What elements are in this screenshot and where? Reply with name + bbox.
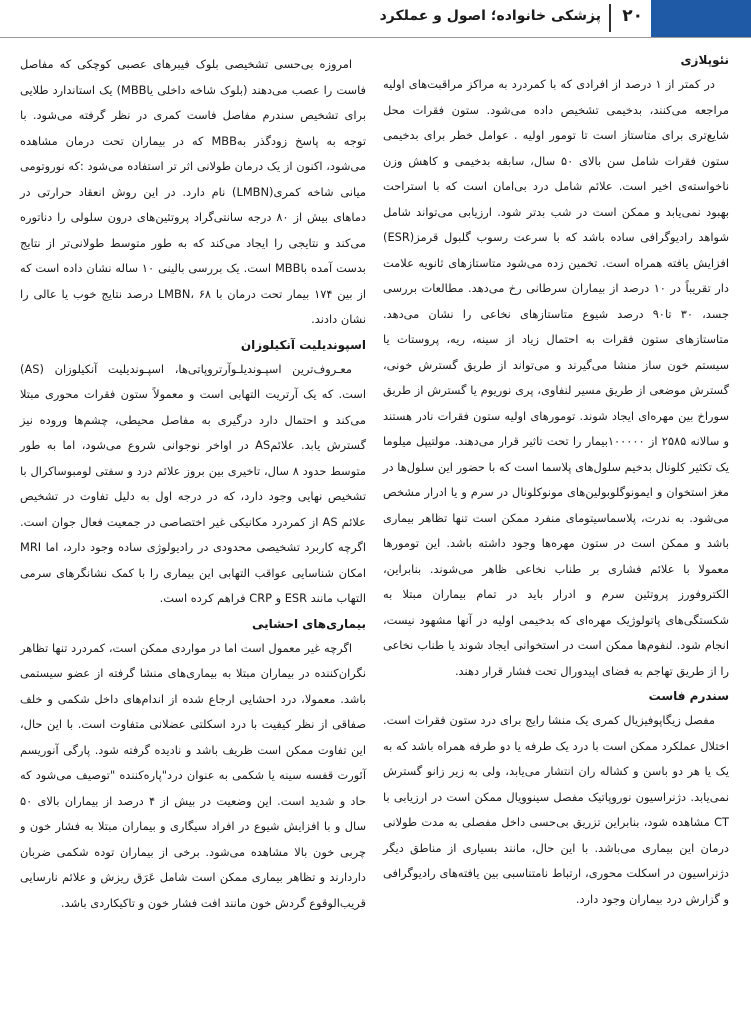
paragraph-facet: مفصل زیگاپوفیزیال کمری یک منشا رایج برای درد ستون فقرات است. اختلال عملکرد ممکن است با درد یک طرفه یا دو طرفه همراه باشد که به یک یا هر دو باسن و کشاله ران انتشار می‌یابد، ولی به زیر زانو گسترش نمی‌یابد. دژنراسیون نوروپاتیک مفصل سینوویال ممکن است در ارزیابی با CT مشاهده شود، بنابراین تزریق بی‌حسی داخل مفصلی به مدت طولانی درمان این بیماری می‌باشد. با این حال، مانند بسیاری از مناطق دیگر دژنراسیون در اسکلت محوری، ارتباط نامتناسبی بین یافته‌های رادیوگرافی و گزارش درد بیماران وجود دارد. (383, 713, 729, 906)
paragraph-mbb: امروزه بی‌حسی تشخیصی بلوک فیبرهای عصبی کوچکی که مفاصل فاست را عصب می‌دهند (بلوک شاخه داخلی یاMBB) یک استاندارد طلایی برای تشخیص سندرم مفاصل فاست کمری در نظر گرفته می‌شود. با توجه به پاسخ زودگذر بهMBB که در بیماران تحت درمان مشاهده می‌شود، اکنون از یک درمان طولانی اثر تر استفاده می‌شود :که نوروتومی میانی شاخه کمری(LMBN) نام دارد. در این روش انعقاد حرارتی در دماهای بیش از ۸۰ درجه سانتی‌گراد پروتئین‌های درون سلولی را دناتوره می‌کند و نتایجی را ایجاد می‌کند که به طور متوسط طولانی‌تر از نتایج بدست آمده باMBB است. یک بررسی بالینی ۱۰ ساله نشان داده است که از بین ۱۷۴ بیمار تحت درمان با LMBN، ۶۸ درصد نتایج خوب یا عالی را نشان دادند. (20, 57, 367, 326)
header-rule (0, 37, 751, 38)
page-header (0, 0, 751, 38)
page-number: ۲۰ (622, 6, 643, 26)
header-divider (609, 4, 611, 32)
section-heading-ankylosing: اسپوندیلیت آنکیلوزان (240, 337, 366, 352)
paragraph-neoplasia: در کمتر از ۱ درصد از افرادی که با کمردرد به مراکز مراقبت‌های اولیه مراجعه می‌کنند، بدخیمی تشخیص داده می‌شود. ستون فقرات محل شایع‌تری برای متاستاز است تا تومور اولیه . عوامل خطر برای بدخیمی ستون فقرات شامل سن بالای ۵۰ سال، سابقه بدخیمی و کاهش وزن ناخواسته‌ی اخیر است. علائم شامل درد بی‌امان است که با استراحت بهبود نمی‌یابد و ممکن است در شب بدتر شود. ارزیابی می‌تواند شامل شواهد رادیوگرافی ساده باشد که با سرعت رسوب گلبول قرمز(ESR) افزایش یافته همراه است. تخمین زده می‌شود متاستازهای ثانویه علامت دار تقریباً در ۱۰ درصد از بیماران سرطانی رخ می‌دهد. مطالعات بررسی جسد، ۳۰ تا۹۰ درصد شیوع متاستازهای نخاعی را نشان می‌دهد. متاستازهای ستون فقرات به احتمال زیاد از سینه، ریه، پروستات یا سیستم خون ساز منشا می‌گیرند و می‌تواند از طریق گسترش خونی، گسترش موضعی از طریق مسیر لنفاوی، پری نوریوم یا گسترش از طریق سوراخ بین مهره‌ای ایجاد شوند. تومورهای اولیه ستون فقرات نادر هستند و سالانه ۲۵۸۵ از ۱۰۰۰۰۰بیمار را تحت تاثیر قرار می‌دهند. مولتیپل میلوما یک تکثیر کلونال بدخیم سلول‌های پلاسما است که با حضور این سلول‌ها در مغز استخوان و ایمونوگلوبولین‌های مونوکلونال در سرم و یا ادرار مشخص می‌شود. به ندرت، پلاسماسیتومای منفرد ممکن است تنها تظاهر بیماری باشد و ممکن است در ستون مهره‌ها وجود داشته باشد. این تومورها معمولا با علائم فشاری بر طناب نخاعی ظاهر می‌شوند. بنابراین، الکتروفورز پروتئین سرم و ادرار باید در تمام بیماران مبتلا به شکستگی‌های پاتولوژیک مهره‌ای که بدخیمی اولیه در آنها مشهود نیست، انجام شود. لنفوم‌ها ممکن است در استخوانی ایجاد شوند یا طناب نخاعی را از طریق تهاجم به فضای اپیدورال تحت فشار قرار دهند. (383, 77, 729, 678)
section-heading-visceral: بیماری‌های احشایی (252, 616, 366, 631)
paragraph-ankylosing: معـروف‌ترین اسپـوندیلـوآرتروپاتی‌ها، اسپـوندیلیت آنکیلوزان (AS) است. که یک آرتریت التهابی است و معمولاً ستون فقرات محوری مبتلا می‌کند و احتمال دارد درگیری به مفاصل محیطی، چشم‌ها وروده نیز گسترش یابد. علائمAS در اواخر نوجوانی شروع می‌شود، اما به طور متوسط حدود ۸ سال، تاخیری بین بروز علائم درد و سفتی لومبوساکرال با تشخیص نهایی وجود دارد، که در درجه اول به دلیل تفاوت در تشخیص علائم AS از کمردرد مکانیکی غیر اختصاصی در جمعیت فعال جوان است. اگرچه کاربرد تشخیصی محدودی در رادیولوژی ساده وجود دارد، اما MRI امکان شناسایی عواقب التهابی این بیماری را با کمک نشانگرهای سرمی التهاب مانند ESR و CRP فراهم کرده است. (20, 361, 366, 605)
paragraph-visceral: اگرچه غیر معمول است اما در مواردی ممکن است، کمردرد تنها تظاهر نگران‌کننده در بیماران مبتلا به بیماری‌های منشا گرفته از عضو سیستمی باشد. معمولا، درد احشایی ارجاع شده از اندام‌های داخل شکمی و خلف صفاقی از نظر کیفیت با درد اسکلتی عضلانی متفاوت است. با این حال، این تفاوت ممکن است ظریف باشد و نادیده گرفته شود. پارگی آنوریسم آئورت قفسه سینه یا شکمی به عنوان درد"پاره‌کننده "توصیف می‌شود که حاد و شدید است. این وضعیت در بیش از ۴ درصد از بیماران بالای ۵۰ سال و با افزایش شیوع در افراد سیگاری و بیماران مبتلا به فشار خون و چربی خون بالا مشاهده می‌شود. برخی از بیماران توده شکمی ضربان داردارند و تظاهر بیماری ممکن است شامل عَرَق ریزش و علائم نارسایی قریب‌الوقوع گردش خون مانند افت فشار خون و تاکیکاردی باشد. (20, 640, 366, 910)
left-column (20, 52, 366, 916)
right-column (383, 48, 729, 912)
section-heading-facet: سندرم فاست (648, 689, 729, 703)
section-heading-neoplasia: نئوپلازی (680, 53, 729, 67)
page-color-tab (651, 0, 751, 38)
running-title: پزشکی خانواده؛ اصول و عملکرد (379, 8, 601, 24)
